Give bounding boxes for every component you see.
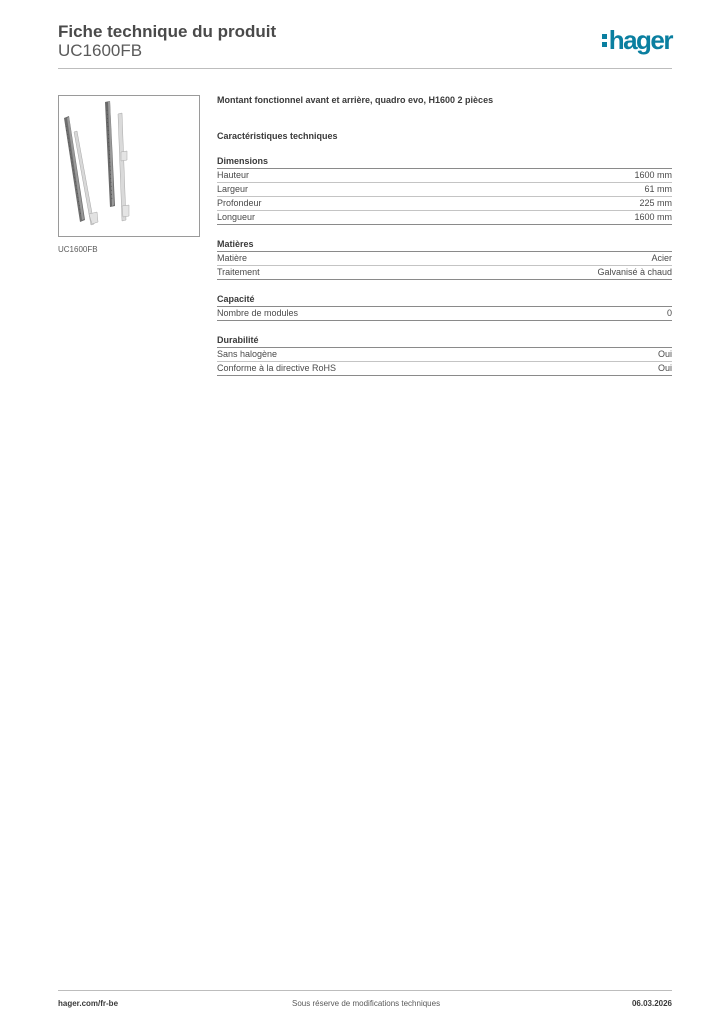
spec-label: Largeur [217,184,249,194]
spec-row-largeur [217,183,672,197]
spec-value: Oui [657,349,672,359]
spec-row-hauteur [217,169,672,183]
spec-row-rohs [217,362,672,376]
spec-row-traitement [217,266,672,280]
spec-row-sans-halogene [217,348,672,362]
spec-row-longueur [217,211,672,225]
spec-value: 0 [666,308,672,318]
spec-label: Sans halogène [217,349,278,359]
section-durabilite [217,334,672,376]
spec-label: Longueur [217,212,256,222]
spec-row-nombre-de-modules [217,307,672,321]
footer-date: 06.03.2026 [631,999,672,1008]
header-divider [58,68,672,69]
spec-label: Traitement [217,267,260,277]
page-header [58,20,672,68]
technical-characteristics-title: Caractéristiques techniques [217,131,338,141]
footer-divider [58,990,672,991]
product-image [58,95,200,237]
product-description: Montant fonctionnel avant et arrière, quadro evo, H1600 2 pièces [217,95,494,105]
section-matieres [217,238,672,280]
spec-value: 1600 mm [634,212,672,222]
section-title: Matières [217,238,672,252]
section-title: Durabilité [217,334,672,348]
spec-row-profondeur [217,197,672,211]
spec-value: 61 mm [644,184,672,194]
spec-label: Matière [217,253,248,263]
spec-label: Nombre de modules [217,308,299,318]
hager-logo[interactable] [602,26,672,54]
spec-label: Hauteur [217,170,250,180]
section-capacite [217,293,672,321]
footer-disclaimer: Sous réserve de modifications techniques [292,999,441,1008]
section-title: Capacité [217,293,672,307]
section-title: Dimensions [217,155,672,169]
logo-dots-icon [602,32,607,48]
document-title: Fiche technique du produit [58,22,277,41]
mounting-rails-illustration-icon [59,96,199,236]
spec-label: Conforme à la directive RoHS [217,363,337,373]
spec-value: 225 mm [639,198,672,208]
product-code: UC1600FB [58,41,143,60]
spec-label: Profondeur [217,198,262,208]
spec-value: 1600 mm [634,170,672,180]
spec-value: Galvanisé à chaud [597,267,672,277]
spec-value: Oui [657,363,672,373]
product-image-caption: UC1600FB [58,245,98,254]
footer-website-link[interactable]: hager.com/fr-be [58,999,119,1008]
section-dimensions [217,155,672,225]
logo-text: hager [608,25,672,55]
product-details [217,94,672,376]
spec-row-matiere [217,252,672,266]
spec-value: Acier [651,253,672,263]
